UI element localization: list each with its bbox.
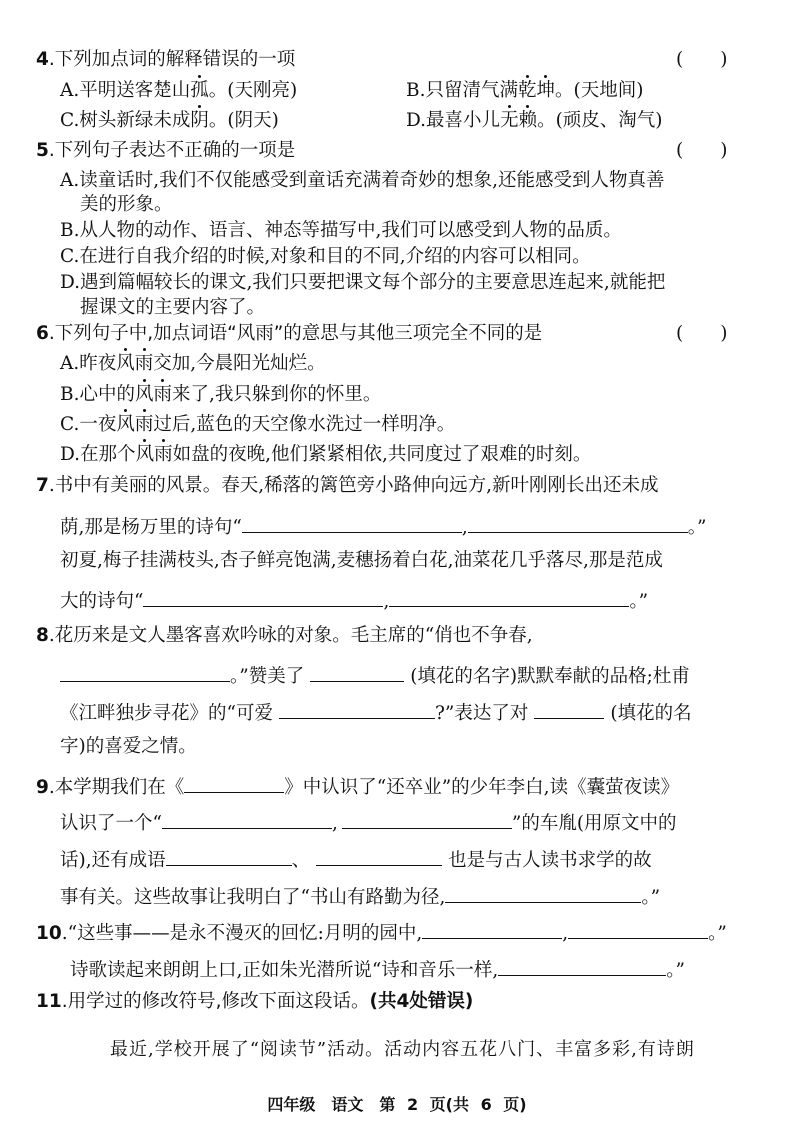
q4-b-dotted-1: 乾: [517, 80, 537, 101]
q10-text-2b: 。”: [666, 960, 685, 981]
q8-line-3: [60, 698, 692, 726]
q11-number: 11: [36, 991, 62, 1012]
q9-text-2c: ”的车胤(用原文中的: [511, 813, 677, 834]
q8-line-4: 字)的喜爱之情。: [60, 736, 197, 757]
q4-option-b[interactable]: [406, 79, 643, 103]
q7-text-1: .书中有美丽的风景。春天,稀落的篱笆旁小路伸向远方,新叶刚刚长出还未成: [48, 475, 659, 496]
q9-blank-2[interactable]: [162, 808, 332, 829]
q4-stem: [36, 48, 295, 72]
q6-c-rest: 过后,蓝色的天空像水洗过一样明净。: [153, 414, 456, 435]
q11-stem-text: .用学过的修改符号,修改下面这段话。: [61, 991, 370, 1012]
q4-b-text: B.只留清气满: [406, 80, 518, 101]
q9-text-4a: 事有关。这些故事让我明白了“书山有路勤为径,: [60, 887, 446, 908]
q6-option-c[interactable]: [60, 413, 455, 437]
q10-blank-3[interactable]: [498, 955, 666, 976]
q6-b-rest: 来了,我只躲到你的怀里。: [172, 384, 382, 405]
q9-number: 9: [36, 777, 49, 798]
q4-a-text: A.平明送客楚山: [60, 80, 191, 101]
q5-answer-paren[interactable]: ( ): [676, 140, 728, 161]
q6-d-dotted-1: 风: [135, 444, 155, 465]
q6-number: 6: [36, 323, 49, 344]
q4-a-dotted: 孤: [190, 80, 209, 101]
q9-line-4: [60, 882, 660, 910]
q4-b-gloss: 。(天地间): [555, 80, 644, 101]
q4-a-gloss: 。(天刚亮): [208, 80, 298, 101]
q7-close-1: 。”: [687, 517, 707, 538]
q10-blank-1[interactable]: [422, 918, 562, 939]
q4-number: 4: [36, 49, 49, 70]
q8-text-3c: (填花的名: [610, 703, 692, 724]
q8-blank-1[interactable]: [60, 661, 230, 682]
q7-text-2a: 荫,那是杨万里的诗句“: [60, 517, 242, 538]
q6-stem: [36, 322, 542, 346]
q9-line-2: [60, 808, 677, 836]
q4-option-d[interactable]: [406, 109, 663, 133]
q9-blank-5[interactable]: [316, 845, 442, 866]
q8-text-3b: ?”表达了对: [434, 703, 529, 724]
q4-option-c[interactable]: [60, 109, 279, 133]
q7-comma-2: ,: [383, 591, 390, 612]
q6-option-b[interactable]: [60, 383, 381, 407]
q9-blank-6[interactable]: [445, 882, 641, 903]
q4-answer-paren[interactable]: ( ): [676, 49, 728, 70]
q6-a-dotted-1: 风: [116, 353, 135, 374]
q9-line-1: [36, 772, 679, 800]
q9-text-3b: 、: [291, 850, 311, 871]
q8-text-2b: (填花的名字)默默奉献的品格;杜甫: [410, 666, 690, 687]
q6-stem-text: .下列句子中,加点词语“风雨”的意思与其他三项完全不同的是: [48, 323, 543, 344]
q9-blank-4[interactable]: [166, 845, 292, 866]
q6-a-dotted-2: 雨: [134, 353, 154, 374]
q6-c-text: C.一夜: [60, 414, 117, 435]
q7-comma-1: ,: [461, 517, 468, 538]
q7-blank-3[interactable]: [143, 586, 383, 607]
q10-line-1: [36, 918, 727, 946]
q8-text-1: .花历来是文人墨客喜欢吟咏的对象。毛主席的“俏也不争春,: [48, 625, 533, 646]
q4-c-dotted: 阴: [190, 110, 209, 131]
q8-text-2a: 。”赞美了: [230, 666, 305, 687]
q11-stem: [36, 990, 473, 1014]
q4-c-text: C.树头新绿未成: [60, 110, 191, 131]
q7-text-4a: 大的诗句“: [60, 591, 144, 612]
page-footer: 四年级 语文 第 2 页(共 6 页): [267, 1095, 527, 1114]
q9-blank-3[interactable]: [342, 808, 512, 829]
q6-c-dotted-2: 雨: [134, 414, 154, 435]
q7-line-1: [36, 474, 659, 498]
q10-text-1a: .“这些事——是永不漫灭的回忆:月明的园中,: [61, 923, 423, 944]
q8-line-1: [36, 624, 533, 648]
q6-c-dotted-1: 风: [116, 414, 135, 435]
q10-text-1c: 。”: [708, 923, 727, 944]
q5-stem: [36, 139, 295, 163]
q6-answer-paren[interactable]: ( ): [676, 323, 728, 344]
q10-number: 10: [36, 923, 62, 944]
q9-text-4b: 。”: [641, 887, 661, 908]
q8-blank-2[interactable]: [310, 661, 404, 682]
q6-a-rest: 交加,今晨阳光灿烂。: [153, 353, 326, 374]
q9-text-1b: 》中认识了“还卒业”的少年李白,读《囊萤夜读》: [284, 777, 680, 798]
q5-option-a[interactable]: A.读童话时,我们不仅能感受到童话充满着奇妙的想象,还能感受到人物真善: [60, 170, 665, 191]
q9-line-3: [60, 845, 652, 873]
q8-number: 8: [36, 625, 49, 646]
q9-blank-1[interactable]: [184, 772, 284, 793]
q4-d-text: D.最喜小儿: [406, 110, 501, 131]
q4-stem-text: .下列加点词的解释错误的一项: [48, 49, 296, 70]
q7-line-2: [60, 512, 706, 540]
q5-number: 5: [36, 140, 49, 161]
q7-number: 7: [36, 475, 49, 496]
q11-error-count: (共4处错误): [369, 991, 474, 1012]
q4-d-gloss: 。(顽皮、淘气): [537, 110, 663, 131]
q10-comma: ,: [562, 923, 569, 944]
q11-passage[interactable]: 最近,学校开展了“阅读节”活动。活动内容五花八门、丰富多彩,有诗朗: [110, 1039, 695, 1060]
q7-line-4: [60, 586, 648, 614]
q7-close-2: 。”: [629, 591, 649, 612]
q6-b-dotted-2: 雨: [153, 384, 173, 405]
q5-option-d-cont: 握课文的主要内容了。: [80, 297, 266, 318]
q4-b-dotted-2: 坤: [536, 80, 556, 101]
q4-c-gloss: 。(阴天): [208, 110, 279, 131]
q5-option-d[interactable]: D.遇到篇幅较长的课文,我们只要把课文每个部分的主要意思连起来,就能把: [60, 272, 666, 293]
q7-blank-2[interactable]: [468, 512, 688, 533]
q8-blank-4[interactable]: [534, 698, 604, 719]
q9-text-1a: .本学期我们在《: [48, 777, 185, 798]
q8-blank-3[interactable]: [279, 698, 435, 719]
q7-blank-1[interactable]: [242, 512, 462, 533]
q9-text-2a: 认识了一个“: [60, 813, 162, 834]
q6-d-rest: 如盘的夜晚,他们紧紧相依,共同度过了艰难的时刻。: [172, 444, 592, 465]
q7-blank-4[interactable]: [389, 586, 629, 607]
q5-option-c[interactable]: C.在进行自我介绍的时候,对象和目的不同,介绍的内容可以相同。: [60, 246, 591, 267]
q8-text-3a: 《江畔独步寻花》的“可爱: [60, 703, 273, 724]
q6-b-dotted-1: 风: [134, 384, 154, 405]
q6-d-text: D.在那个: [60, 444, 136, 465]
q5-stem-text: .下列句子表达不正确的一项是: [48, 140, 296, 161]
q9-text-3a: 话),还有成语: [60, 850, 166, 871]
q5-option-b[interactable]: B.从人物的动作、语言、神态等描写中,我们可以感受到人物的品质。: [60, 220, 622, 241]
q4-d-dotted-1: 无: [500, 110, 519, 131]
q9-text-3c: 也是与古人读书求学的故: [448, 850, 652, 871]
q6-option-a[interactable]: [60, 352, 326, 376]
q7-line-3: 初夏,梅子挂满枝头,杏子鲜亮饱满,麦穗扬着白花,油菜花几乎落尽,那是范成: [60, 550, 663, 571]
q6-b-text: B.心中的: [60, 384, 135, 405]
q10-line-2: [70, 955, 685, 983]
q10-blank-2[interactable]: [568, 918, 708, 939]
q6-a-text: A.昨夜: [60, 353, 117, 374]
q9-comma: ,: [331, 813, 338, 834]
q10-text-2a: 诗歌读起来朗朗上口,正如朱光潜所说“诗和音乐一样,: [70, 960, 499, 981]
q6-d-dotted-2: 雨: [154, 444, 173, 465]
q5-option-a-cont: 美的形象。: [80, 194, 173, 215]
q4-d-dotted-2: 赖: [518, 110, 538, 131]
q4-option-a[interactable]: [60, 79, 297, 103]
q6-option-d[interactable]: [60, 443, 591, 467]
q8-line-2: [60, 661, 690, 689]
